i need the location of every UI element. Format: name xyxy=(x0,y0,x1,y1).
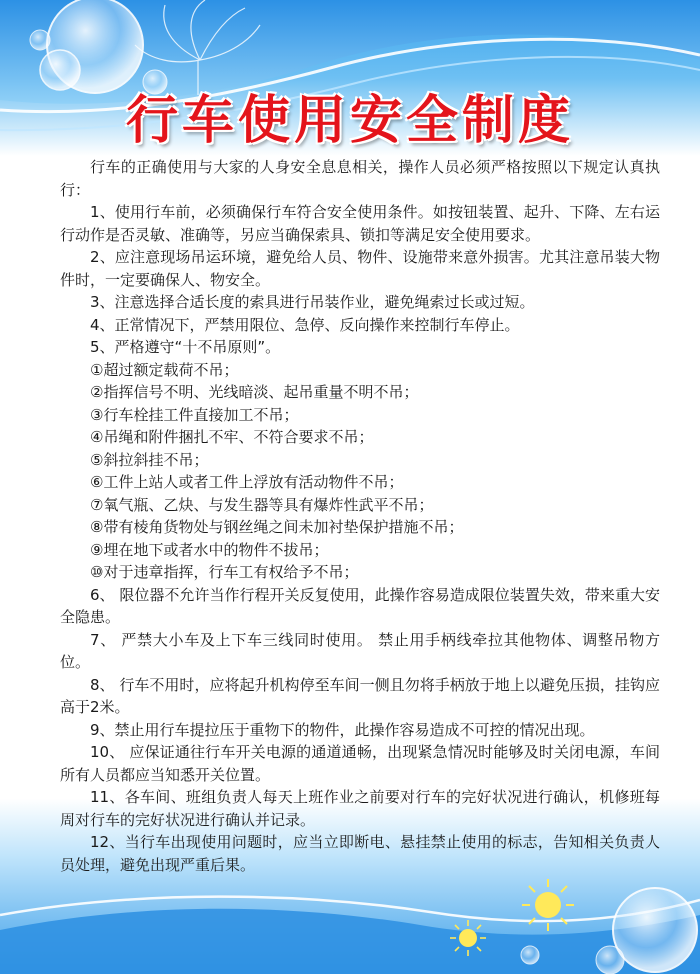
no-lift-item-2: ②指挥信号不明、光线暗淡、起吊重量不明不吊； xyxy=(90,383,419,401)
no-lift-item-7: ⑦氧气瓶、乙炔、与发生器等具有爆炸性武平不吊； xyxy=(90,495,434,514)
rule-3: 3、注意选择合适长度的索具进行吊装作业，避免绳索过长或过短。 xyxy=(90,293,535,311)
rule-4: 4、正常情况下，严禁用限位、急停、反向操作来控制行车停止。 xyxy=(90,315,520,334)
sun-icon xyxy=(522,879,574,931)
rule-12: 12、当行车出现使用问题时，应当立即断电、悬挂禁止使用的标志，告知相关负责人员处理，避免出现严重后果。 xyxy=(60,833,660,874)
rules-body xyxy=(60,156,660,876)
no-lift-item-1: ①超过额定载荷不吊； xyxy=(90,360,239,379)
no-lift-item-4: ④吊绳和附件捆扎不牢、不符合要求不吊； xyxy=(90,428,374,446)
sun-icon xyxy=(450,920,486,956)
no-lift-item-9: ⑨埋在地下或者水中的物件不拔吊； xyxy=(90,540,329,559)
rule-9: 9、禁止用行车提拉压于重物下的物件，此操作容易造成不可控的情况出现。 xyxy=(90,720,595,739)
intro-paragraph: 行车的正确使用与大家的人身安全息息相关，操作人员必须严格按照以下规定认真执行： xyxy=(60,158,660,199)
rule-1: 1、使用行车前，必须确保行车符合安全使用条件。如按钮装置、起升、下降、左右运行动作是否灵敏、准确等，另应当确保索具、锁扣等满足安全使用要求。 xyxy=(60,203,660,244)
rule-8: 8、 行车不用时，应将起升机构停至车间一侧且勿将手柄放于地上以避免压损，挂钩应高于2米。 xyxy=(60,675,660,716)
no-lift-item-10: ⑩对于违章指挥，行车工有权给予不吊； xyxy=(90,563,359,581)
no-lift-item-8: ⑧带有棱角货物处与钢丝绳之间未加衬垫保护措施不吊； xyxy=(90,518,464,536)
no-lift-item-6: ⑥工件上站人或者工件上浮放有活动物件不吊； xyxy=(90,473,404,491)
no-lift-item-3: ③行车栓挂工件直接加工不吊； xyxy=(90,405,299,424)
rule-10: 10、 应保证通往行车开关电源的通道通畅，出现紧急情况时能够及时关闭电源，车间所有人员都应当知悉开关位置。 xyxy=(60,743,660,784)
rule-2: 2、应注意现场吊运环境，避免给人员、物件、设施带来意外损害。尤其注意吊装大物件时，一定要确保人、物安全。 xyxy=(60,248,660,289)
page-title: 行车使用安全制度 xyxy=(125,91,574,151)
no-lift-item-5: ⑤斜拉斜挂不吊； xyxy=(90,450,209,469)
rule-7: 7、 严禁大小车及上下车三线同时使用。 禁止用手柄线牵拉其他物体、调整吊物方位。 xyxy=(60,630,660,671)
rule-6: 6、 限位器不允许当作行程开关反复使用，此操作容易造成限位装置失效，带来重大安全隐患。 xyxy=(60,585,660,626)
rule-11: 11、各车间、班组负责人每天上班作业之前要对行车的完好状况进行确认，机修班每周对行车的完好状况进行确认并记录。 xyxy=(60,788,660,829)
rule-5: 5、严格遵守“十不吊原则”。 xyxy=(90,338,281,356)
